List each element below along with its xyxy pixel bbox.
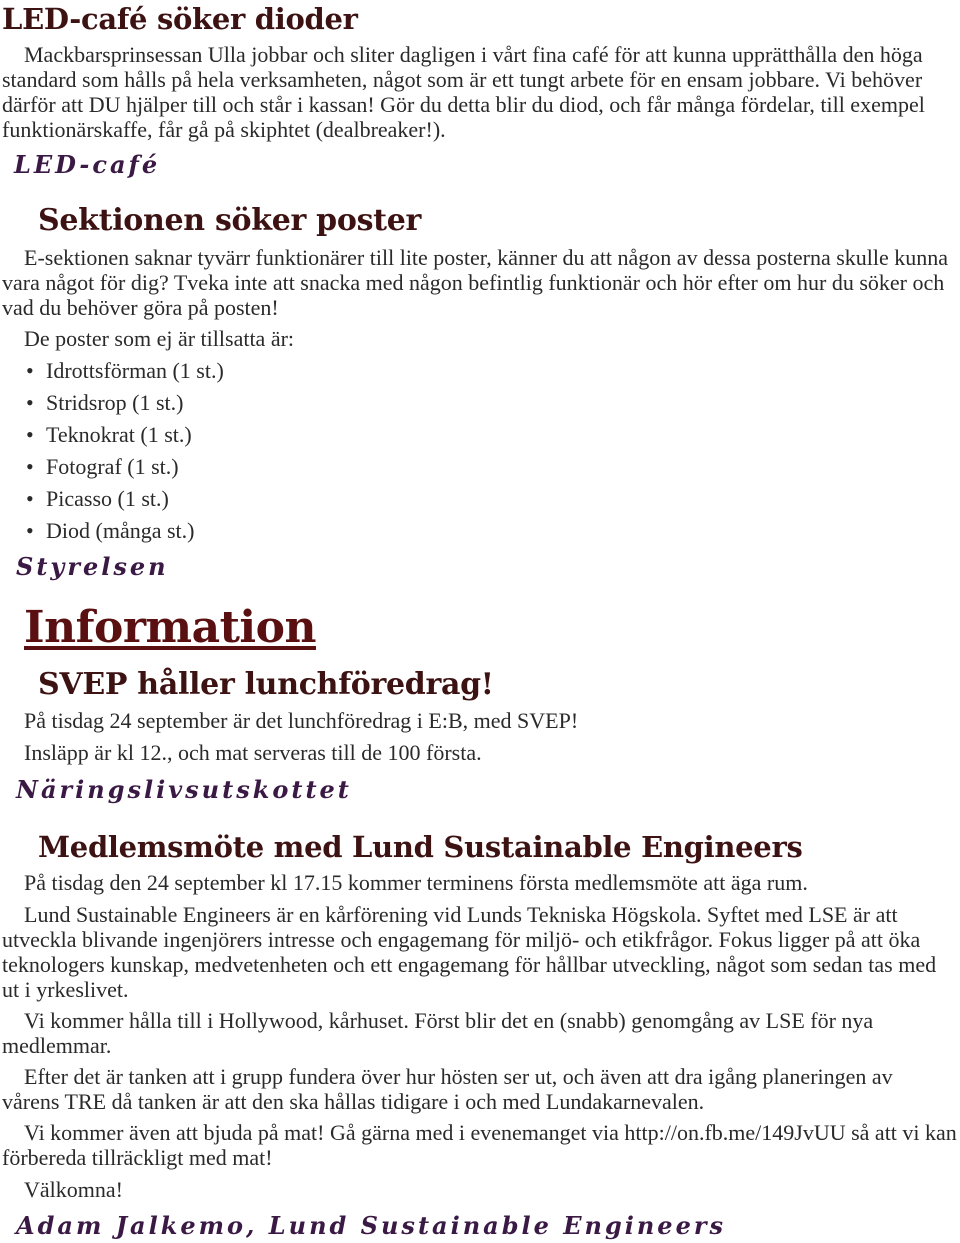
signature-styrelsen: Styrelsen — [16, 552, 169, 581]
lse-line-1: På tisdag den 24 september kl 17.15 kommer terminens första medlemsmöte att äga rum. — [24, 870, 808, 895]
heading-svep: SVEP håller lunchföredrag! — [38, 667, 494, 702]
lse-paragraph-3: Efter det är tanken att i grupp fundera över hur hösten ser ut, och även att dra igång planeringen av vårens TRE då tanken är att den ska hållas tidigare i och med Lundakarnevalen. — [2, 1064, 893, 1114]
signature-naringsliv: Näringslivsutskottet — [16, 775, 352, 804]
heading-poster: Sektionen söker poster — [38, 203, 422, 238]
heading-led-cafe: LED-café söker dioder — [2, 2, 358, 36]
list-item: • Teknokrat (1 st.) — [0, 419, 600, 451]
lse-paragraph-4: Vi kommer även att bjuda på mat! Gå gärna med i evenemanget via http://on.fb.me/149JvUU så att vi kan förbereda tillräckligt med mat! — [2, 1120, 957, 1170]
list-item: • Diod (många st.) — [0, 515, 600, 547]
lse-closing: Välkomna! — [24, 1177, 123, 1202]
svep-line-2: Insläpp är kl 12., och mat serveras till de 100 första. — [24, 740, 482, 765]
signature-lse: Adam Jalkemo, Lund Sustainable Engineers — [16, 1211, 727, 1240]
led-cafe-body: Mackbarsprinsessan Ulla jobbar och sliter dagligen i vårt fina café för att kunna upprätthålla den höga standard som hålls på hela verksamheten, något som är ett tungt arbete för en ensam jobbare. Vi behöver därför att DU hjälper till och står i kassan! Gör du detta blir du diod, och får många fördelar, till exempel funktionärskaffe, får gå på skiphtet (dealbreaker!). — [2, 42, 925, 142]
list-item: • Idrottsförman (1 st.) — [0, 355, 600, 387]
list-item: • Fotograf (1 st.) — [0, 451, 600, 483]
signature-led-cafe: LED-café — [14, 150, 161, 179]
list-item: • Stridsrop (1 st.) — [0, 387, 600, 419]
lse-paragraph-1: Lund Sustainable Engineers är en kårförening vid Lunds Tekniska Högskola. Syftet med LSE är att utveckla blivande ingenjörers intresse och engagemang för miljö- och etikfrågor. Fokus ligger på att öka teknologers kunskap, medvetenheten och ett engagemang för hållbar utveckling, något som sedan tas med ut i yrkeslivet. — [2, 902, 937, 1002]
poster-list — [0, 355, 600, 547]
heading-lse: Medlemsmöte med Lund Sustainable Engineers — [38, 830, 803, 864]
poster-list-intro: De poster som ej är tillsatta är: — [24, 326, 295, 351]
svep-line-1: På tisdag 24 september är det lunchföredrag i E:B, med SVEP! — [24, 708, 579, 733]
list-item: • Picasso (1 st.) — [0, 483, 600, 515]
section-title-information: Information — [24, 602, 316, 653]
poster-body: E-sektionen saknar tyvärr funktionärer till lite poster, känner du att någon av dessa posterna skulle kunna vara något för dig? Tveka inte att snacka med någon befintlig funktionär och hör efter om hur du söker och vad du behöver göra på posten! — [2, 245, 949, 320]
lse-paragraph-2: Vi kommer hålla till i Hollywood, kårhuset. Först blir det en (snabb) genomgång av LSE för nya medlemmar. — [2, 1008, 874, 1058]
